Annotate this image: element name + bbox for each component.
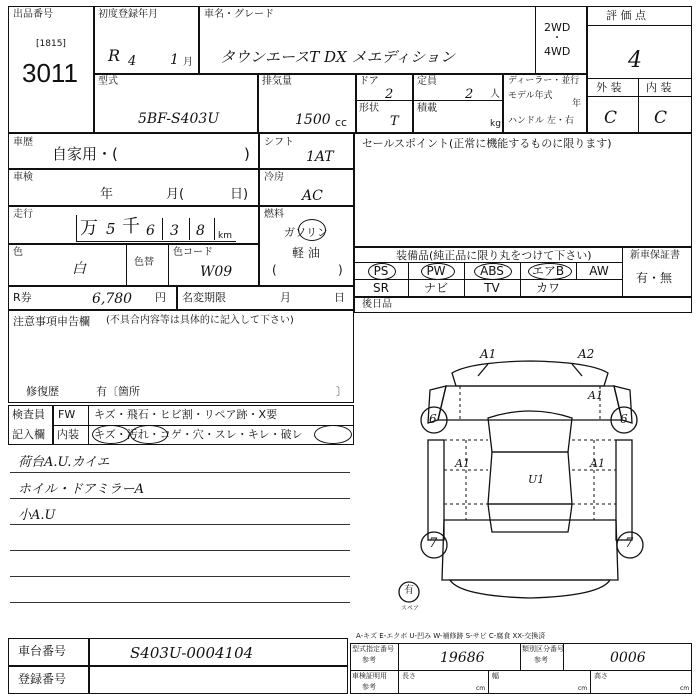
- height-label: 高さ: [594, 672, 608, 680]
- diag-wheel-fl-6: 6: [429, 412, 437, 426]
- width-label: 幅: [492, 672, 499, 680]
- history-label: 車歴: [13, 137, 33, 148]
- first-reg-label: 初度登録年月: [98, 9, 158, 20]
- diag-fender-right-a1: A1: [588, 389, 603, 402]
- capacity-value: 2: [465, 87, 474, 102]
- first-reg-year: 4: [128, 54, 137, 69]
- exterior-label: 外 装: [596, 81, 622, 94]
- recolor-label: 色替: [134, 257, 154, 268]
- chassis-label: 車台番号: [18, 644, 67, 658]
- rear-window-shape: [488, 504, 572, 532]
- ac-label: 冷房: [264, 172, 284, 183]
- recycle-label: R券: [13, 291, 32, 304]
- length-label: 長さ: [402, 672, 416, 680]
- mileage-digit-3: 3: [170, 223, 179, 239]
- length-unit: cm: [476, 685, 486, 692]
- lot-label: 出品番号: [13, 9, 53, 20]
- sales-point-label: セールスポイント(正常に機能するものに限ります): [362, 137, 612, 150]
- width-unit: cm: [578, 685, 588, 692]
- interior-check-items: キズ・汚れ・コゲ・穴・スレ・キレ・破レ: [94, 428, 303, 441]
- equip-tv: TV: [484, 281, 500, 295]
- height-unit: cm: [680, 685, 690, 692]
- repair-close: 〕: [336, 385, 347, 398]
- model-value: 5BF-S403U: [138, 111, 220, 127]
- color-value: 白: [72, 261, 86, 277]
- warranty-label: 新車保証書: [630, 250, 680, 261]
- title-change-month: 月: [280, 291, 291, 304]
- score-label: 評 価 点: [606, 9, 646, 22]
- inspector-label: 検査員: [12, 408, 45, 421]
- fuel-label: 燃料: [264, 209, 284, 220]
- equip-sr: SR: [373, 281, 389, 295]
- mileage-sen: 千: [122, 216, 140, 237]
- inspection-year: 年: [100, 187, 114, 202]
- doors-label: ドア: [359, 76, 379, 87]
- equip-navi: ナビ: [423, 281, 448, 295]
- fw-label: FW: [58, 408, 76, 421]
- equip-kawa: カワ: [535, 281, 560, 295]
- category-value: 0006: [610, 650, 646, 666]
- model-year-label: モデル年式: [508, 91, 553, 101]
- type-cert-value: 19686: [440, 650, 485, 666]
- reg-cert-sub: 参考: [362, 683, 376, 691]
- color-code-label: 色コード: [173, 247, 213, 258]
- diag-side-right-a1: A1: [590, 457, 605, 470]
- inspection-month: 月(: [166, 187, 185, 202]
- handle-label: ハンドル 左・右: [508, 116, 574, 126]
- name-value: タウンエースT DX メエディション: [220, 48, 455, 66]
- notes-hint: (不具合内容等は具体的に記入して下さい): [106, 315, 294, 326]
- warranty-value: 有・無: [636, 271, 673, 285]
- ac-value: AC: [302, 188, 323, 204]
- rear-bumper-shape: [450, 580, 610, 598]
- fuel-paren-open: (: [272, 263, 277, 277]
- diag-front-left-a1: A1: [480, 347, 497, 361]
- fuel-gasoline: ガソリン: [284, 226, 328, 239]
- equip-pw: PW: [426, 264, 446, 278]
- diag-front-right-a2: A2: [578, 347, 595, 361]
- title-change-day: 日: [334, 291, 345, 304]
- inspection-day: 日): [230, 187, 249, 202]
- category-sub: 参考: [534, 656, 548, 664]
- diag-spare-mark: 有: [404, 585, 414, 596]
- recycle-value: 6,780: [92, 291, 133, 307]
- first-reg-month: 1: [170, 52, 179, 68]
- diag-spare-label: スペア: [401, 605, 420, 612]
- history-close: ): [244, 145, 250, 163]
- remark-line-1: 荷台A.U.カイエ: [18, 455, 110, 470]
- color-label: 色: [13, 247, 23, 258]
- remark-line-3: 小A.U: [18, 508, 56, 523]
- diag-side-left-a1: A1: [455, 457, 470, 470]
- notes-label: 注意事項申告欄: [13, 315, 90, 328]
- exterior-value: C: [604, 108, 618, 128]
- front-bumper-shape: [452, 361, 608, 386]
- doors-value: 2: [385, 87, 394, 102]
- displacement-unit: cc: [335, 116, 348, 129]
- displacement-label: 排気量: [262, 76, 292, 87]
- interior-check-label: 内装: [57, 428, 79, 441]
- category-label: 類別区分番号: [522, 645, 564, 653]
- diag-wheel-fr-6: 6: [620, 412, 628, 426]
- mileage-man: 万: [80, 218, 98, 239]
- color-code-value: W09: [200, 264, 233, 280]
- equip-aw: AW: [589, 264, 609, 278]
- capacity-unit: 人: [490, 89, 500, 100]
- title-change-label: 名変期限: [182, 291, 226, 304]
- left-side-shape: [428, 440, 444, 540]
- diag-roof-u1: U1: [528, 473, 545, 486]
- drive-2wd: 2WD: [544, 21, 571, 34]
- shape-label: 形状: [359, 103, 379, 114]
- score-value: 4: [628, 48, 642, 73]
- shift-label: シフト: [264, 137, 294, 148]
- first-reg-era: R: [108, 46, 121, 65]
- model-year-unit: 年: [572, 99, 582, 109]
- load-unit: kg: [490, 119, 501, 129]
- interior-value: C: [654, 108, 668, 128]
- windshield-shape: [488, 411, 572, 452]
- mileage-label: 走行: [13, 209, 33, 220]
- diag-wheel-rl-7: 7: [429, 536, 438, 551]
- type-cert-label: 型式指定番号: [352, 645, 394, 653]
- right-side-shape: [616, 440, 632, 540]
- name-label: 車名・グレード: [204, 9, 274, 20]
- first-reg-month-unit: 月: [183, 57, 193, 68]
- history-value: 自家用・(: [52, 145, 118, 163]
- lot-number: 3011: [22, 58, 78, 88]
- model-label: 型式: [98, 76, 118, 87]
- fuel-paren-close: ): [338, 263, 343, 277]
- chassis-value: S403U-0004104: [130, 644, 254, 662]
- drive-4wd: 4WD: [544, 45, 571, 58]
- equip-abs: ABS: [480, 264, 504, 278]
- interior-label: 内 装: [646, 81, 672, 94]
- damage-legend: A-キズ E-エクボ U-凹み W-補修跡 S-サビ C-腐食 XX-交換済: [356, 632, 546, 640]
- displacement-value: 1500: [295, 112, 331, 128]
- fw-items: キズ・飛石・ヒビ割・リペア跡・X要: [94, 408, 278, 421]
- repair-label: 修復歴: [26, 385, 59, 398]
- remark-line-2: ホイル・ドアミラーA: [18, 482, 144, 497]
- attached-items-label: 後日品: [362, 299, 392, 310]
- recycle-unit: 円: [155, 291, 166, 304]
- diag-wheel-rr-7: 7: [625, 536, 634, 551]
- lot-small-number: [1815]: [36, 39, 66, 49]
- capacity-label: 定員: [417, 76, 437, 87]
- mileage-digit-8: 8: [196, 223, 205, 239]
- dealer-label: ディーラー・並行: [508, 76, 580, 86]
- inspection-label: 車検: [13, 172, 33, 183]
- type-cert-sub: 参考: [362, 656, 376, 664]
- shape-value: T: [390, 114, 399, 129]
- drive-dot: ・: [552, 33, 562, 44]
- mileage-unit: km: [218, 231, 232, 241]
- mileage-digit-5: 5: [106, 220, 116, 238]
- load-label: 積載: [417, 103, 437, 114]
- inspector-label-2: 記入欄: [12, 428, 45, 441]
- registration-label: 登録番号: [18, 672, 67, 686]
- reg-cert-label: 車検証明用: [352, 672, 387, 680]
- equip-ps: PS: [373, 264, 389, 278]
- rear-bed-shape: [442, 520, 618, 580]
- equipment-label: 装備品(純正品に限り丸をつけて下さい): [396, 249, 592, 262]
- fuel-diesel: 軽 油: [292, 246, 320, 260]
- repair-value: 有〔箇所: [96, 385, 140, 398]
- equip-airbag: エアB: [531, 264, 565, 278]
- mileage-digit-6: 6: [146, 223, 155, 239]
- shift-value: 1AT: [306, 149, 334, 165]
